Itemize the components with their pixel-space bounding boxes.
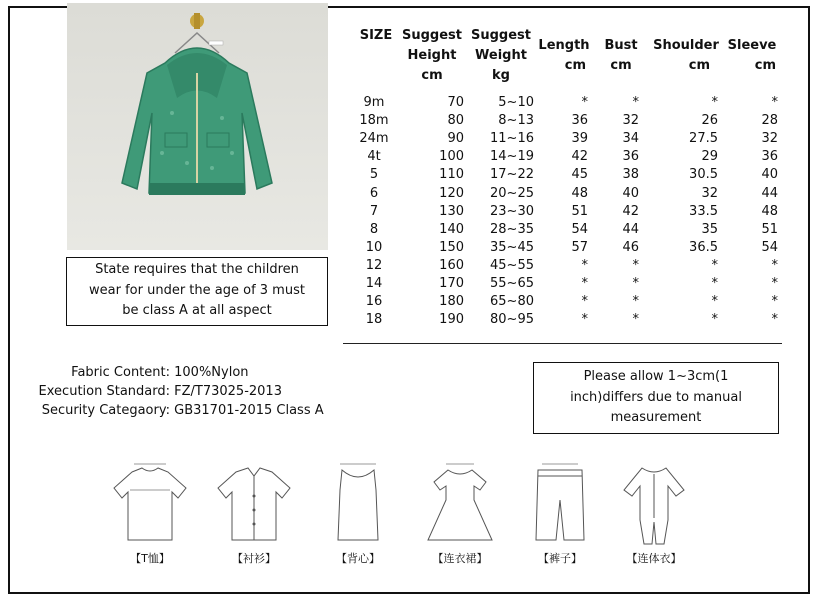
table-row <box>356 221 796 239</box>
table-cell: 90 <box>447 131 464 147</box>
table-cell: 51 <box>761 221 778 237</box>
table-cell: 33.5 <box>689 203 718 219</box>
table-cell: 32 <box>761 131 778 147</box>
table-row <box>356 257 796 275</box>
table-cell: 70 <box>447 95 464 110</box>
table-cell: 12 <box>365 257 383 273</box>
table-cell: * <box>711 312 718 328</box>
table-cell: 7 <box>369 203 379 219</box>
table-cell: 35~45 <box>490 239 534 255</box>
romper-icon <box>606 460 702 550</box>
table-cell: 36 <box>761 149 778 165</box>
notice-line: inch)differs due to manual <box>570 389 742 405</box>
shirt-icon <box>206 460 302 550</box>
header-height: Suggest Height cm <box>402 28 462 83</box>
table-cell: 48 <box>571 185 588 201</box>
table-cell: 27.5 <box>689 131 718 147</box>
table-row <box>356 311 796 329</box>
table-cell: 30.5 <box>689 167 718 183</box>
table-cell: 54 <box>761 239 778 255</box>
table-cell: 55~65 <box>490 276 534 291</box>
table-cell: * <box>632 257 639 273</box>
tshirt-sketch <box>102 460 198 566</box>
spec-fabric: Fabric Content: 100%Nylon <box>71 365 249 380</box>
table-cell: 32 <box>622 113 639 129</box>
table-row <box>356 148 796 166</box>
table-cell: * <box>581 276 588 291</box>
table-cell: 5 <box>369 167 379 183</box>
product-photo <box>67 3 328 250</box>
header-sleeve: Sleeve cm <box>727 38 777 73</box>
table-cell: * <box>771 95 778 110</box>
table-row <box>356 166 796 184</box>
table-cell: 44 <box>761 185 778 201</box>
sketch-caption: 【连体衣】 <box>626 552 682 565</box>
table-cell: 57 <box>571 239 588 255</box>
table-cell: 4t <box>367 149 381 165</box>
sketch-caption: 【裤子】 <box>538 552 582 565</box>
table-cell: 28~35 <box>490 221 534 237</box>
table-cell: 14 <box>365 276 383 291</box>
table-cell: 11~16 <box>490 131 534 147</box>
table-row <box>356 239 796 257</box>
table-cell: 42 <box>622 203 639 219</box>
notice-line: wear for under the age of 3 must <box>89 282 305 298</box>
table-cell: 80 <box>447 113 464 129</box>
table-cell: 8 <box>369 221 379 237</box>
table-cell: 26 <box>701 113 718 129</box>
table-cell: 17~22 <box>490 167 534 183</box>
notice-line: State requires that the children <box>95 262 299 277</box>
table-cell: * <box>771 294 778 310</box>
vest-sketch <box>310 460 406 566</box>
table-cell: * <box>771 257 778 273</box>
measurement-notice <box>533 362 779 434</box>
dress-sketch <box>412 460 508 566</box>
header-length: Length cm <box>538 38 590 73</box>
notice-line: measurement <box>610 410 702 425</box>
table-cell: * <box>581 312 588 328</box>
table-cell: * <box>711 294 718 310</box>
table-cell: 45~55 <box>490 257 534 273</box>
table-cell: 120 <box>439 185 464 201</box>
table-cell: 14~19 <box>490 149 534 165</box>
table-cell: 42 <box>571 149 588 165</box>
table-cell: 140 <box>439 221 464 237</box>
table-cell: 38 <box>622 167 639 183</box>
notice-line: Please allow 1~3cm(1 <box>583 369 729 384</box>
table-cell: 16 <box>365 294 383 310</box>
table-row <box>356 203 796 221</box>
table-cell: 40 <box>761 167 778 183</box>
header-size: SIZE <box>359 28 393 43</box>
table-cell: 170 <box>439 276 464 291</box>
table-cell: 18 <box>365 312 383 328</box>
table-cell: 54 <box>571 221 588 237</box>
table-cell: 180 <box>439 294 464 310</box>
romper-sketch <box>606 460 702 566</box>
table-cell: * <box>771 276 778 291</box>
table-cell: * <box>711 95 718 110</box>
table-cell: 65~80 <box>490 294 534 310</box>
table-cell: 36 <box>571 113 588 129</box>
table-cell: * <box>581 294 588 310</box>
table-cell: 28 <box>761 113 778 129</box>
notice-line: be class A at all aspect <box>122 303 272 318</box>
table-cell: * <box>771 312 778 328</box>
table-cell: 5~10 <box>498 95 534 110</box>
table-row <box>356 275 796 293</box>
table-cell: 51 <box>571 203 588 219</box>
table-cell: 29 <box>701 149 718 165</box>
table-cell: * <box>711 276 718 291</box>
jacket-illustration <box>67 3 328 250</box>
header-bust: Bust cm <box>604 38 638 73</box>
dress-icon <box>412 460 508 550</box>
table-cell: 45 <box>571 167 588 183</box>
fabric-specs <box>18 363 324 420</box>
table-row <box>356 185 796 203</box>
table-cell: 24m <box>359 131 389 147</box>
table-cell: 32 <box>701 185 718 201</box>
spec-security: Security Categaory: GB31701-2015 Class A <box>41 403 324 418</box>
pants-sketch <box>512 460 608 566</box>
table-cell: 10 <box>365 239 383 255</box>
table-cell: * <box>581 257 588 273</box>
table-cell: 36.5 <box>689 239 718 255</box>
table-row <box>356 112 796 130</box>
header-weight: Suggest Weight kg <box>471 28 531 83</box>
sketch-caption: 【T恤】 <box>130 552 170 565</box>
table-cell: 39 <box>571 131 588 147</box>
table-cell: 34 <box>622 131 639 147</box>
table-cell: * <box>581 95 588 110</box>
table-cell: * <box>632 294 639 310</box>
table-cell: 18m <box>359 113 389 129</box>
table-cell: 150 <box>439 239 464 255</box>
age-requirement-notice <box>66 257 328 326</box>
table-cell: 110 <box>439 167 464 183</box>
table-row <box>356 94 796 112</box>
table-cell: * <box>632 276 639 291</box>
table-cell: 9m <box>363 95 385 110</box>
table-cell: 130 <box>439 203 464 219</box>
table-cell: 35 <box>701 221 718 237</box>
table-row <box>356 130 796 148</box>
table-cell: 46 <box>622 239 639 255</box>
table-cell: 20~25 <box>490 185 534 201</box>
vest-icon <box>310 460 406 550</box>
table-cell: 40 <box>622 185 639 201</box>
tshirt-icon <box>102 460 198 550</box>
table-cell: 48 <box>761 203 778 219</box>
table-cell: 80~95 <box>490 312 534 328</box>
table-cell: 23~30 <box>490 203 534 219</box>
table-cell: 160 <box>439 257 464 273</box>
garment-measure-guide <box>102 460 702 570</box>
sketch-caption: 【背心】 <box>336 552 380 565</box>
header-shoulder: Shoulder cm <box>653 38 719 73</box>
table-cell: 6 <box>369 185 379 201</box>
table-cell: 8~13 <box>498 113 534 129</box>
table-cell: 190 <box>439 312 464 328</box>
spec-standard: Execution Standard: FZ/T73025-2013 <box>38 384 282 399</box>
table-cell: * <box>632 312 639 328</box>
sketch-caption: 【连衣裙】 <box>432 552 488 565</box>
sketch-caption: 【衬衫】 <box>232 552 276 565</box>
section-divider <box>343 343 782 344</box>
table-cell: * <box>711 257 718 273</box>
pants-icon <box>512 460 608 550</box>
table-row <box>356 293 796 311</box>
table-cell: 100 <box>439 149 464 165</box>
table-cell: * <box>632 95 639 110</box>
table-cell: 36 <box>622 149 639 165</box>
shirt-sketch <box>206 460 302 566</box>
table-cell: 44 <box>622 221 639 237</box>
